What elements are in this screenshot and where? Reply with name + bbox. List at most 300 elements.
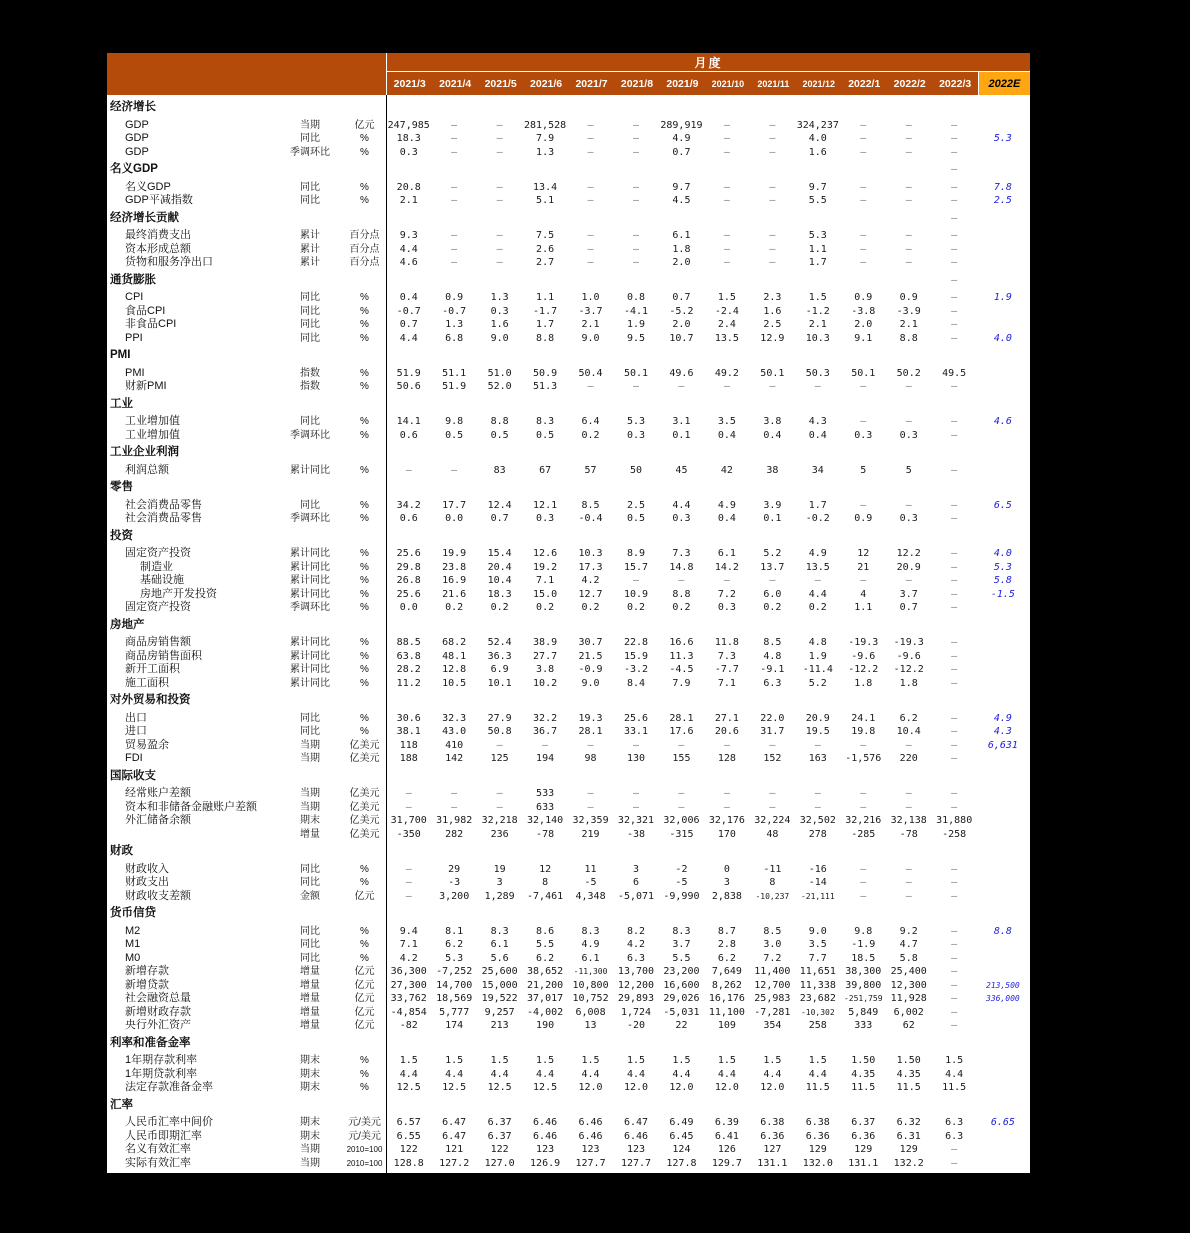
frequency-label: 同比 bbox=[300, 939, 320, 950]
value-cell bbox=[431, 212, 476, 226]
value-cell: – bbox=[769, 230, 776, 241]
value-cell: 33,762 bbox=[390, 993, 427, 1004]
value-cell: – bbox=[632, 788, 639, 799]
unit-label: % bbox=[360, 367, 369, 379]
value-cell: 1.5 bbox=[626, 1055, 646, 1066]
value-cell bbox=[750, 845, 795, 859]
unit-label: 亿美元 bbox=[349, 815, 380, 826]
value-cell: 5.2 bbox=[763, 548, 782, 559]
value-cell: 29 bbox=[448, 863, 461, 875]
value-cell: 8.6 bbox=[536, 925, 555, 937]
value-cell: – bbox=[723, 243, 730, 255]
value-cell bbox=[386, 163, 431, 177]
forecast-cell bbox=[977, 876, 1029, 890]
value-cell: – bbox=[451, 146, 458, 158]
unit-label: % bbox=[360, 429, 369, 441]
indicator-name: 实际有效汇率 bbox=[125, 1156, 191, 1169]
indicator-name: 施工面积 bbox=[125, 676, 169, 689]
value-cell: 32,359 bbox=[572, 815, 609, 826]
frequency-label: 期末 bbox=[300, 1055, 320, 1066]
value-cell: -5 bbox=[675, 877, 688, 888]
value-cell: – bbox=[632, 133, 639, 144]
value-cell bbox=[477, 481, 522, 495]
value-cell: 13.7 bbox=[760, 561, 785, 573]
value-cell: – bbox=[451, 257, 458, 268]
frequency-label: 当期 bbox=[300, 119, 320, 131]
value-cell: 4.9 bbox=[808, 548, 827, 559]
value-cell: 20.6 bbox=[714, 726, 739, 737]
value-cell: 132.0 bbox=[802, 1157, 833, 1169]
value-cell: 7,649 bbox=[711, 966, 742, 977]
forecast-cell: 4.3 bbox=[993, 726, 1012, 737]
section-label: PMI bbox=[110, 349, 131, 361]
value-cell: – bbox=[496, 801, 503, 813]
value-cell: 31,700 bbox=[390, 815, 427, 826]
value-cell bbox=[613, 212, 658, 226]
value-cell bbox=[886, 212, 931, 226]
value-cell: – bbox=[769, 243, 776, 255]
frequency-label: 累计同比 bbox=[290, 637, 330, 648]
forecast-cell bbox=[977, 619, 1029, 633]
value-cell: -14 bbox=[808, 877, 827, 888]
value-cell: 0.9 bbox=[445, 292, 464, 303]
value-cell bbox=[568, 1099, 613, 1113]
forecast-cell bbox=[977, 828, 1029, 842]
frequency-label: 同比 bbox=[300, 133, 320, 144]
value-cell: 213 bbox=[490, 1020, 509, 1031]
value-cell: – bbox=[405, 890, 412, 902]
indicator-name: 名义GDP bbox=[125, 180, 171, 193]
forecast-cell: 4.6 bbox=[993, 416, 1012, 427]
value-cell: 220 bbox=[899, 753, 918, 764]
value-cell bbox=[477, 770, 522, 784]
forecast-cell bbox=[977, 636, 1029, 650]
value-cell bbox=[431, 481, 476, 495]
forecast-cell bbox=[977, 119, 1029, 133]
value-cell: – bbox=[951, 548, 958, 559]
value-cell: – bbox=[905, 230, 912, 241]
value-cell: 32.2 bbox=[533, 712, 558, 724]
value-cell: -7,252 bbox=[436, 966, 473, 977]
unit-label: 亿元 bbox=[354, 119, 375, 131]
value-cell: 31,880 bbox=[936, 815, 973, 826]
value-cell: – bbox=[951, 1020, 958, 1031]
data-row bbox=[107, 380, 1030, 394]
unit-label: 亿美元 bbox=[349, 801, 380, 813]
value-cell: 13.5 bbox=[805, 561, 830, 573]
value-cell bbox=[841, 163, 886, 177]
value-cell: -16 bbox=[808, 863, 827, 875]
forecast-cell bbox=[977, 1006, 1029, 1020]
forecast-cell bbox=[977, 938, 1029, 952]
value-cell: 0.2 bbox=[490, 602, 509, 613]
value-cell: 4.9 bbox=[581, 939, 600, 950]
value-cell bbox=[931, 1037, 976, 1051]
value-cell: 4,348 bbox=[575, 890, 606, 902]
value-cell bbox=[431, 1037, 476, 1051]
value-cell bbox=[431, 907, 476, 921]
value-cell bbox=[431, 446, 476, 460]
value-cell: 11.8 bbox=[714, 637, 739, 648]
value-cell: 1.5 bbox=[808, 292, 827, 303]
unit-label: % bbox=[360, 712, 369, 724]
value-cell bbox=[704, 619, 749, 633]
value-cell: -5 bbox=[584, 877, 597, 888]
section-label: 货币信贷 bbox=[110, 907, 156, 919]
value-cell: 1.8 bbox=[854, 677, 873, 689]
value-cell: 50.4 bbox=[578, 367, 603, 379]
value-cell: 83 bbox=[493, 464, 506, 476]
value-cell: – bbox=[951, 637, 958, 648]
value-cell bbox=[568, 212, 613, 226]
value-cell: 5,849 bbox=[848, 1006, 879, 1018]
value-cell: 7.2 bbox=[717, 588, 736, 600]
value-cell bbox=[704, 349, 749, 363]
table-body bbox=[107, 95, 1030, 1173]
value-cell: 48 bbox=[766, 828, 779, 840]
indicator-name: 社会融资总量 bbox=[125, 992, 191, 1004]
frequency-label: 当期 bbox=[300, 753, 320, 764]
value-cell: 6,008 bbox=[575, 1006, 606, 1018]
frequency-label: 累计 bbox=[300, 243, 320, 255]
value-cell: – bbox=[860, 890, 867, 902]
value-cell: 4.8 bbox=[763, 650, 782, 662]
value-cell: 14.1 bbox=[396, 416, 421, 427]
value-cell: – bbox=[951, 429, 958, 441]
value-cell: 0.4 bbox=[717, 429, 736, 441]
value-cell: – bbox=[905, 575, 912, 586]
value-cell: – bbox=[951, 274, 958, 286]
value-cell bbox=[431, 349, 476, 363]
value-cell: 50.1 bbox=[760, 367, 785, 379]
value-cell: – bbox=[723, 119, 730, 131]
value-cell: – bbox=[860, 181, 867, 193]
value-cell bbox=[886, 481, 931, 495]
value-cell: 324,237 bbox=[796, 119, 839, 131]
data-row bbox=[107, 367, 1030, 381]
value-cell: 4.4 bbox=[717, 1068, 736, 1080]
value-cell: 1.50 bbox=[896, 1055, 921, 1066]
data-row bbox=[107, 1116, 1030, 1130]
unit-label: % bbox=[360, 146, 369, 158]
value-cell: 129 bbox=[899, 1144, 918, 1155]
value-cell: 43.0 bbox=[442, 726, 467, 737]
indicator-name: 名义有效汇率 bbox=[125, 1143, 191, 1155]
forecast-cell bbox=[977, 101, 1029, 115]
forecast-cell: 6.5 bbox=[993, 499, 1012, 511]
value-cell: 8.3 bbox=[490, 925, 509, 937]
data-row bbox=[107, 229, 1030, 243]
column-divider-line bbox=[386, 95, 387, 1173]
value-cell: 1.1 bbox=[808, 243, 827, 255]
value-cell: 258 bbox=[808, 1020, 827, 1031]
value-cell: – bbox=[860, 133, 867, 144]
unit-label: 亿元 bbox=[354, 979, 375, 991]
forecast-cell: 8.8 bbox=[993, 925, 1012, 937]
indicator-name: GDP平减指数 bbox=[125, 194, 193, 206]
value-cell: 12.5 bbox=[396, 1082, 421, 1093]
value-cell: 0.2 bbox=[672, 602, 691, 613]
value-cell: 4.4 bbox=[399, 1068, 418, 1080]
value-cell: 3.9 bbox=[763, 499, 782, 511]
value-cell: – bbox=[723, 195, 730, 206]
value-cell: – bbox=[951, 677, 958, 689]
frequency-label: 累计同比 bbox=[290, 464, 330, 476]
value-cell bbox=[931, 349, 976, 363]
value-cell: 50.3 bbox=[805, 367, 830, 379]
value-cell: – bbox=[587, 257, 594, 268]
value-cell: -9.6 bbox=[896, 650, 921, 662]
value-cell: – bbox=[769, 119, 776, 131]
value-cell bbox=[522, 349, 567, 363]
value-cell: 52.0 bbox=[487, 381, 512, 392]
value-cell: 281,528 bbox=[524, 119, 567, 131]
value-cell bbox=[886, 770, 931, 784]
value-cell: – bbox=[860, 381, 867, 392]
value-cell: 4.4 bbox=[581, 1068, 600, 1080]
value-cell: 5.3 bbox=[626, 416, 646, 427]
unit-label: % bbox=[360, 416, 369, 427]
value-cell: 9,257 bbox=[484, 1006, 515, 1018]
value-cell bbox=[795, 619, 840, 633]
value-cell: 1.5 bbox=[399, 1055, 418, 1066]
value-cell: 38,652 bbox=[527, 966, 564, 977]
value-cell bbox=[386, 101, 431, 115]
value-cell: 8.8 bbox=[672, 588, 691, 600]
forecast-cell bbox=[977, 367, 1029, 381]
forecast-cell bbox=[977, 256, 1029, 270]
value-cell: – bbox=[951, 753, 958, 764]
value-cell: -1,576 bbox=[845, 753, 882, 764]
value-cell bbox=[750, 101, 795, 115]
value-cell: 0.5 bbox=[490, 429, 509, 441]
value-cell: 21,200 bbox=[527, 979, 564, 991]
data-row bbox=[107, 752, 1030, 766]
value-cell: – bbox=[860, 801, 867, 813]
data-row bbox=[107, 574, 1030, 588]
value-cell: 25.6 bbox=[396, 548, 421, 559]
value-cell: 4.4 bbox=[672, 1068, 691, 1080]
value-cell bbox=[477, 907, 522, 921]
value-cell bbox=[477, 619, 522, 633]
forecast-cell bbox=[977, 863, 1029, 877]
value-cell: 0.3 bbox=[536, 513, 555, 524]
value-cell: – bbox=[587, 381, 594, 392]
frequency-label: 季调环比 bbox=[290, 513, 330, 524]
value-cell bbox=[659, 907, 704, 921]
value-cell: – bbox=[496, 146, 503, 158]
unit-label: % bbox=[360, 305, 369, 317]
value-cell: 6.57 bbox=[396, 1117, 421, 1128]
value-cell: -2.4 bbox=[714, 305, 739, 317]
value-cell: 9.0 bbox=[581, 332, 600, 344]
value-cell: 19.3 bbox=[578, 712, 603, 724]
forecast-header: 2022E bbox=[978, 72, 1030, 95]
value-cell: 62 bbox=[902, 1020, 915, 1031]
data-row bbox=[107, 146, 1030, 160]
value-cell bbox=[477, 694, 522, 708]
value-cell: – bbox=[496, 788, 503, 799]
value-cell bbox=[477, 446, 522, 460]
value-cell: 0.3 bbox=[672, 513, 691, 524]
value-cell: 1.1 bbox=[536, 292, 555, 303]
data-row bbox=[107, 194, 1030, 208]
forecast-cell bbox=[977, 752, 1029, 766]
value-cell: 2.1 bbox=[399, 195, 418, 206]
value-cell: 0.3 bbox=[399, 146, 418, 158]
unit-label: % bbox=[360, 133, 369, 144]
value-cell: – bbox=[951, 133, 958, 144]
data-row bbox=[107, 429, 1030, 443]
value-cell: – bbox=[632, 257, 639, 268]
value-cell: 7.1 bbox=[399, 939, 418, 950]
value-cell: – bbox=[951, 966, 958, 977]
data-row bbox=[107, 787, 1030, 801]
data-row bbox=[107, 243, 1030, 257]
value-cell: 6.2 bbox=[445, 939, 464, 950]
value-cell: 118 bbox=[399, 739, 418, 751]
value-cell bbox=[477, 274, 522, 288]
forecast-cell bbox=[977, 1143, 1029, 1157]
value-cell: 21.6 bbox=[442, 588, 467, 600]
value-cell: – bbox=[951, 212, 958, 224]
value-cell: – bbox=[405, 877, 412, 888]
value-cell bbox=[795, 398, 840, 412]
value-cell: 0.2 bbox=[763, 602, 782, 613]
value-cell: 6.38 bbox=[760, 1117, 785, 1128]
value-cell: 7.9 bbox=[672, 677, 691, 689]
value-cell: -11,300 bbox=[573, 967, 608, 976]
value-cell: 32,006 bbox=[663, 815, 700, 826]
value-cell: -12.2 bbox=[893, 664, 924, 675]
forecast-cell bbox=[977, 318, 1029, 332]
value-cell: 1.5 bbox=[763, 1055, 782, 1066]
value-cell: – bbox=[542, 739, 549, 751]
unit-label: % bbox=[360, 863, 369, 875]
value-cell: 127 bbox=[763, 1144, 782, 1155]
value-cell: 3 bbox=[632, 863, 639, 875]
value-cell: 10,800 bbox=[572, 979, 609, 991]
value-cell: – bbox=[587, 146, 594, 158]
value-cell: – bbox=[905, 381, 912, 392]
data-row bbox=[107, 636, 1030, 650]
value-cell: – bbox=[860, 243, 867, 255]
value-cell bbox=[886, 349, 931, 363]
value-cell: 10,752 bbox=[572, 993, 609, 1004]
section-row bbox=[107, 770, 1030, 784]
value-cell: -12.2 bbox=[848, 664, 879, 675]
value-cell: 8.5 bbox=[581, 499, 600, 511]
value-cell bbox=[704, 163, 749, 177]
data-row bbox=[107, 561, 1030, 575]
value-cell: 11,651 bbox=[799, 966, 836, 977]
section-label: 经济增长 bbox=[110, 101, 156, 113]
value-cell: 6.47 bbox=[442, 1130, 467, 1142]
value-cell: 1.8 bbox=[672, 243, 691, 255]
value-cell: – bbox=[951, 1006, 958, 1018]
value-cell bbox=[386, 481, 431, 495]
value-cell: 1.50 bbox=[851, 1055, 876, 1066]
frequency-label: 增量 bbox=[300, 1006, 320, 1018]
value-cell bbox=[886, 446, 931, 460]
value-cell bbox=[477, 1037, 522, 1051]
value-cell bbox=[613, 101, 658, 115]
value-cell: 37,017 bbox=[527, 993, 564, 1004]
data-row bbox=[107, 801, 1030, 815]
value-cell bbox=[568, 101, 613, 115]
value-cell: 8.3 bbox=[536, 416, 555, 427]
value-cell bbox=[931, 481, 976, 495]
value-cell: 19 bbox=[493, 863, 506, 875]
indicator-name: 食品CPI bbox=[125, 304, 166, 317]
value-cell: 1.9 bbox=[808, 650, 827, 662]
indicator-name: 央行外汇资产 bbox=[125, 1019, 191, 1031]
value-cell: 129.7 bbox=[711, 1157, 742, 1169]
value-cell: 31.7 bbox=[760, 726, 785, 737]
value-cell: – bbox=[723, 739, 730, 751]
value-cell: – bbox=[769, 181, 776, 193]
value-cell: 0.3 bbox=[490, 305, 509, 317]
value-cell bbox=[750, 446, 795, 460]
value-cell: – bbox=[496, 195, 503, 206]
value-cell bbox=[841, 274, 886, 288]
value-cell: 3.8 bbox=[536, 664, 555, 675]
value-cell: 129 bbox=[808, 1144, 827, 1155]
value-cell: 4.4 bbox=[808, 588, 827, 600]
forecast-cell bbox=[977, 890, 1029, 904]
unit-label: 元/美元 bbox=[348, 1117, 381, 1128]
value-cell: 6.37 bbox=[851, 1117, 876, 1128]
value-cell: 3.7 bbox=[672, 939, 691, 950]
value-cell: 8,262 bbox=[711, 979, 742, 991]
unit-label: % bbox=[360, 939, 369, 950]
value-cell: – bbox=[860, 877, 867, 888]
unit-label: 亿美元 bbox=[349, 828, 380, 840]
value-cell bbox=[750, 694, 795, 708]
forecast-cell bbox=[977, 677, 1029, 691]
forecast-cell bbox=[977, 305, 1029, 319]
value-cell: 7.3 bbox=[717, 650, 736, 662]
value-cell bbox=[886, 1037, 931, 1051]
value-cell: 4.4 bbox=[672, 499, 691, 511]
indicator-name bbox=[107, 828, 277, 842]
data-row bbox=[107, 181, 1030, 195]
value-cell: – bbox=[951, 650, 958, 662]
value-cell: – bbox=[951, 863, 958, 875]
value-cell bbox=[568, 1037, 613, 1051]
value-cell: 9.7 bbox=[808, 181, 827, 193]
value-cell: 7.9 bbox=[536, 133, 555, 144]
value-cell: – bbox=[951, 952, 958, 964]
frequency-label: 同比 bbox=[300, 292, 320, 303]
data-row bbox=[107, 332, 1030, 346]
value-cell: 14.8 bbox=[669, 561, 694, 573]
value-cell bbox=[659, 530, 704, 544]
value-cell: 11,928 bbox=[890, 993, 927, 1004]
month-band bbox=[387, 53, 1030, 72]
value-cell: 32.3 bbox=[442, 712, 467, 724]
frequency-label: 季调环比 bbox=[290, 146, 330, 158]
value-cell: – bbox=[632, 119, 639, 131]
value-cell: 1.9 bbox=[626, 319, 646, 330]
forecast-cell bbox=[977, 1130, 1029, 1144]
data-row bbox=[107, 415, 1030, 429]
value-cell bbox=[841, 481, 886, 495]
value-cell bbox=[795, 101, 840, 115]
unit-label: 亿元 bbox=[354, 890, 375, 902]
data-row bbox=[107, 965, 1030, 979]
value-cell: – bbox=[587, 133, 594, 144]
